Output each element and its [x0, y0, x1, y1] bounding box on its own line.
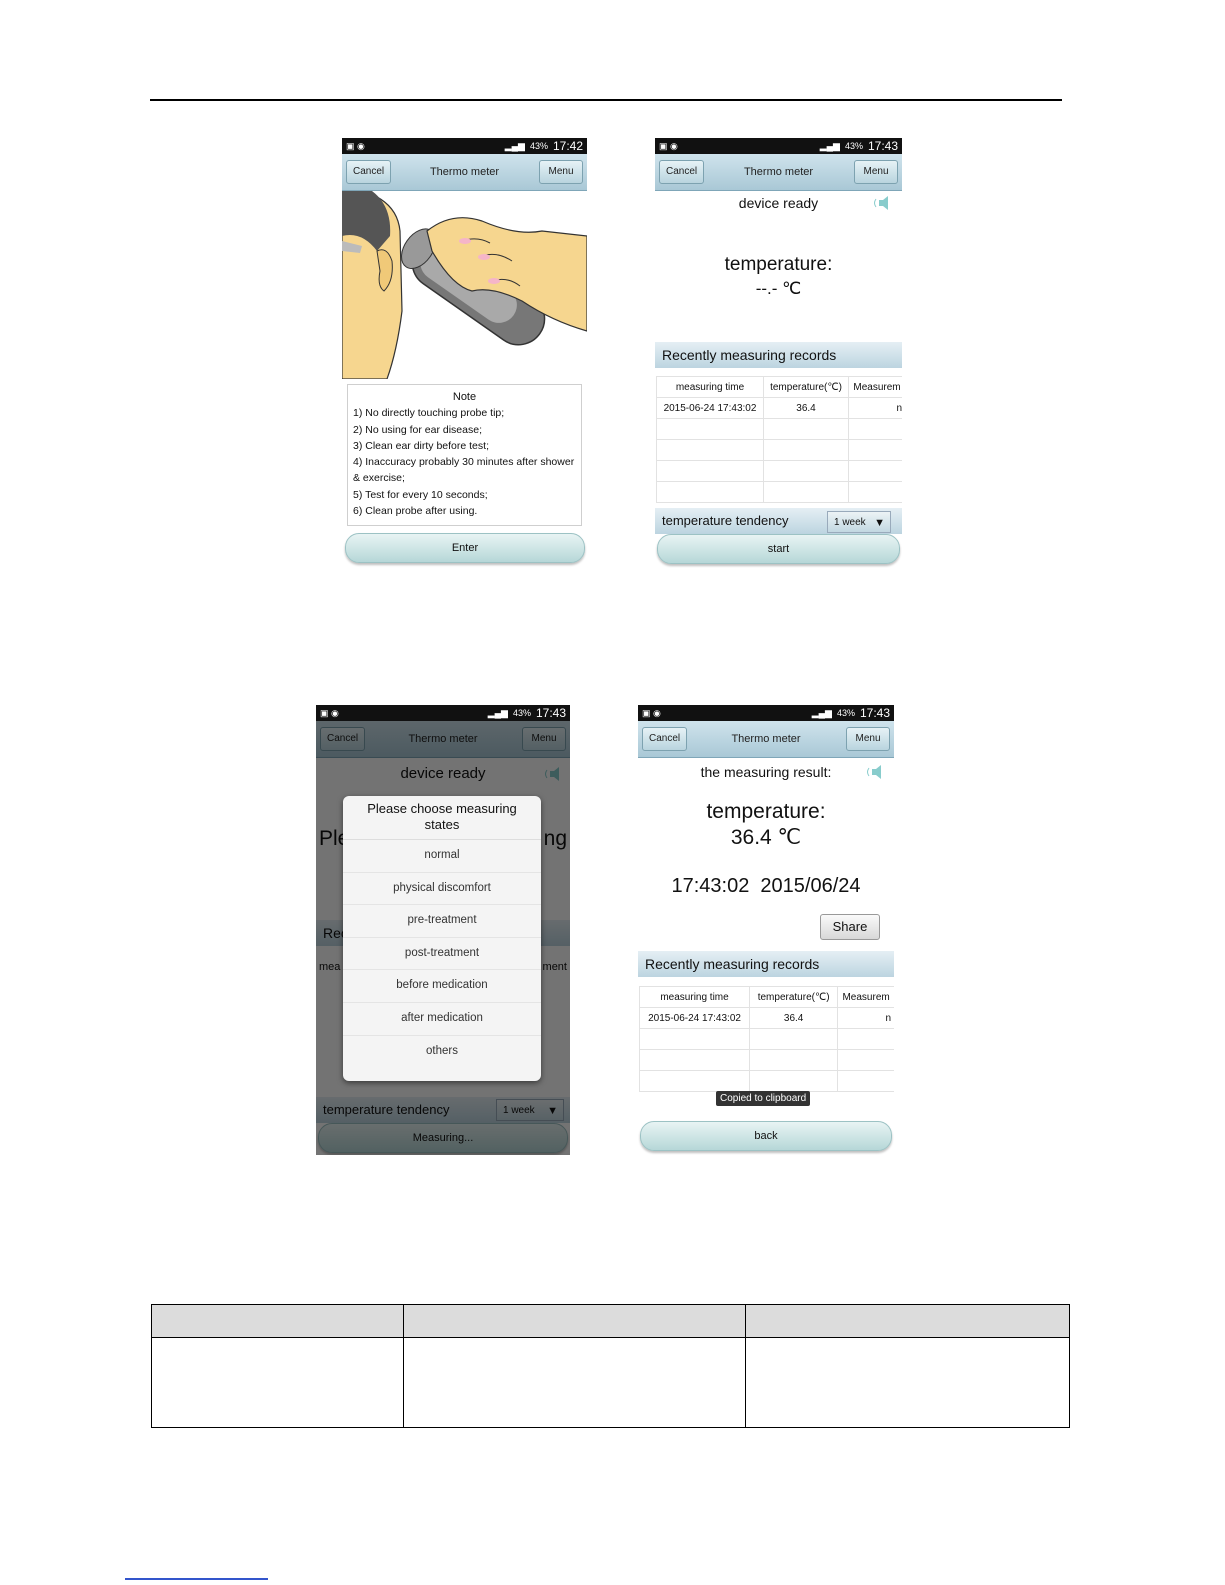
- device-status: device ready: [738, 195, 819, 211]
- status-bar: [342, 138, 587, 154]
- app-bar: [638, 721, 894, 758]
- option-post-treatment[interactable]: post-treatment: [343, 938, 541, 971]
- note-line: 5) Test for every 10 seconds;: [353, 488, 488, 501]
- notification-icons: ▣ ◉: [642, 707, 661, 718]
- temperature-value: --.- ℃: [755, 279, 802, 298]
- note-line: 3) Clean ear dirty before test;: [353, 439, 489, 452]
- speaker-icon[interactable]: [866, 765, 886, 779]
- cell-temp: 36.4: [750, 1008, 838, 1029]
- status-bar: [316, 705, 570, 721]
- battery-level: 43%: [844, 141, 863, 151]
- app-title: Thermo meter: [743, 166, 814, 178]
- menu-button[interactable]: Menu: [539, 160, 583, 184]
- clipboard-toast: Copied to clipboard: [716, 1091, 810, 1106]
- menu-button[interactable]: Menu: [846, 727, 890, 751]
- page-header-rule: [150, 99, 1062, 101]
- notification-icons: ▣ ◉: [320, 707, 339, 718]
- spec-header-cell: [746, 1305, 1070, 1338]
- cancel-button[interactable]: Cancel: [346, 160, 391, 184]
- battery-level: 43%: [512, 708, 531, 718]
- enter-button[interactable]: Enter: [345, 533, 585, 563]
- temperature-value: 36.4 ℃: [730, 826, 802, 849]
- table-row: [657, 461, 903, 482]
- footnote-link-underline: [125, 1578, 268, 1580]
- cancel-button[interactable]: Cancel: [659, 160, 704, 184]
- option-before-medication[interactable]: before medication: [343, 970, 541, 1003]
- start-button[interactable]: start: [657, 534, 900, 564]
- col-measurement: Measurem: [849, 377, 903, 398]
- col-temperature: temperature(℃): [764, 377, 849, 398]
- option-normal[interactable]: normal: [343, 840, 541, 873]
- ear-thermometer-illustration: [342, 191, 587, 379]
- measurement-timestamp: 17:43:02 2015/06/24: [671, 875, 861, 897]
- table-row: [657, 440, 903, 461]
- app-bar: [655, 154, 902, 191]
- table-row: [657, 482, 903, 503]
- signal-icon: ▂▄▆: [504, 140, 525, 151]
- clock: 17:43: [535, 706, 566, 720]
- screen-device-ready: [655, 138, 902, 568]
- notification-icons: ▣ ◉: [659, 140, 678, 151]
- spec-header-cell: [404, 1305, 746, 1338]
- result-label: the measuring result:: [700, 764, 832, 780]
- app-bar: [342, 154, 587, 191]
- range-dropdown[interactable]: [827, 511, 891, 533]
- col-measuring-time: measuring time: [657, 377, 764, 398]
- clock: 17:43: [859, 706, 890, 720]
- spec-cell: [746, 1338, 1070, 1428]
- app-title: Thermo meter: [731, 733, 801, 745]
- records-table: [639, 986, 894, 1092]
- col-temperature: temperature(℃): [750, 987, 838, 1008]
- spec-cell: [404, 1338, 746, 1428]
- table-row: [640, 1050, 895, 1071]
- col-measuring-time: measuring time: [640, 987, 750, 1008]
- table-row: [657, 419, 903, 440]
- menu-button[interactable]: Menu: [854, 160, 898, 184]
- cell-time: 2015-06-24 17:43:02: [640, 1008, 750, 1029]
- screen-note: [342, 138, 587, 568]
- option-physical-discomfort[interactable]: physical discomfort: [343, 873, 541, 906]
- speaker-icon[interactable]: [873, 196, 893, 210]
- cancel-button[interactable]: Cancel: [642, 727, 687, 751]
- app-title: Thermo meter: [429, 166, 500, 178]
- range-value: 1 week: [834, 517, 866, 528]
- note-line: 2) No using for ear disease;: [353, 423, 482, 436]
- temperature-label: temperature:: [724, 254, 833, 275]
- note-box: [347, 384, 582, 526]
- table-row: [640, 1029, 895, 1050]
- dialog-title: Please choose measuring states: [343, 796, 541, 840]
- spec-header-cell: [152, 1305, 404, 1338]
- note-line: 1) No directly touching probe tip;: [353, 407, 505, 420]
- records-header: Recently measuring records: [638, 951, 894, 977]
- status-bar: [655, 138, 902, 154]
- table-row: [640, 1071, 895, 1092]
- records-table: [656, 376, 902, 503]
- screen-choose-state: [316, 705, 570, 1155]
- measuring-state-dialog: [343, 796, 541, 1081]
- back-button[interactable]: back: [640, 1121, 892, 1151]
- clock: 17:43: [867, 139, 898, 153]
- dropdown-arrow-icon: ▼: [874, 517, 885, 529]
- cell-temp: 36.4: [764, 398, 849, 419]
- notification-icons: ▣ ◉: [346, 140, 365, 151]
- note-line: 4) Inaccuracy probably 30 minutes after shower & exercise;: [353, 456, 575, 485]
- table-row[interactable]: [640, 1008, 895, 1029]
- clock: 17:42: [552, 139, 583, 153]
- option-others[interactable]: others: [426, 1044, 458, 1057]
- table-row[interactable]: [657, 398, 903, 419]
- screen-result: [638, 705, 894, 1155]
- cell-state: n: [838, 1008, 894, 1029]
- records-header: Recently measuring records: [655, 342, 902, 368]
- tendency-label: temperature tendency: [662, 513, 789, 528]
- status-bar: [638, 705, 894, 721]
- temperature-label: temperature:: [706, 800, 826, 823]
- option-after-medication[interactable]: after medication: [343, 1003, 541, 1036]
- note-line: 6) Clean probe after using.: [353, 505, 478, 518]
- spec-cell: [152, 1338, 404, 1428]
- signal-icon: ▂▄▆: [487, 707, 508, 718]
- signal-icon: ▂▄▆: [819, 140, 840, 151]
- battery-level: 43%: [529, 141, 548, 151]
- signal-icon: ▂▄▆: [811, 707, 832, 718]
- spec-table: [151, 1304, 1070, 1428]
- cell-time: 2015-06-24 17:43:02: [657, 398, 764, 419]
- cell-state: n: [849, 398, 903, 419]
- col-measurement: Measurem: [838, 987, 894, 1008]
- note-title: Note: [452, 391, 477, 403]
- share-button[interactable]: Share: [820, 914, 880, 940]
- battery-level: 43%: [836, 708, 855, 718]
- option-pre-treatment[interactable]: pre-treatment: [343, 905, 541, 938]
